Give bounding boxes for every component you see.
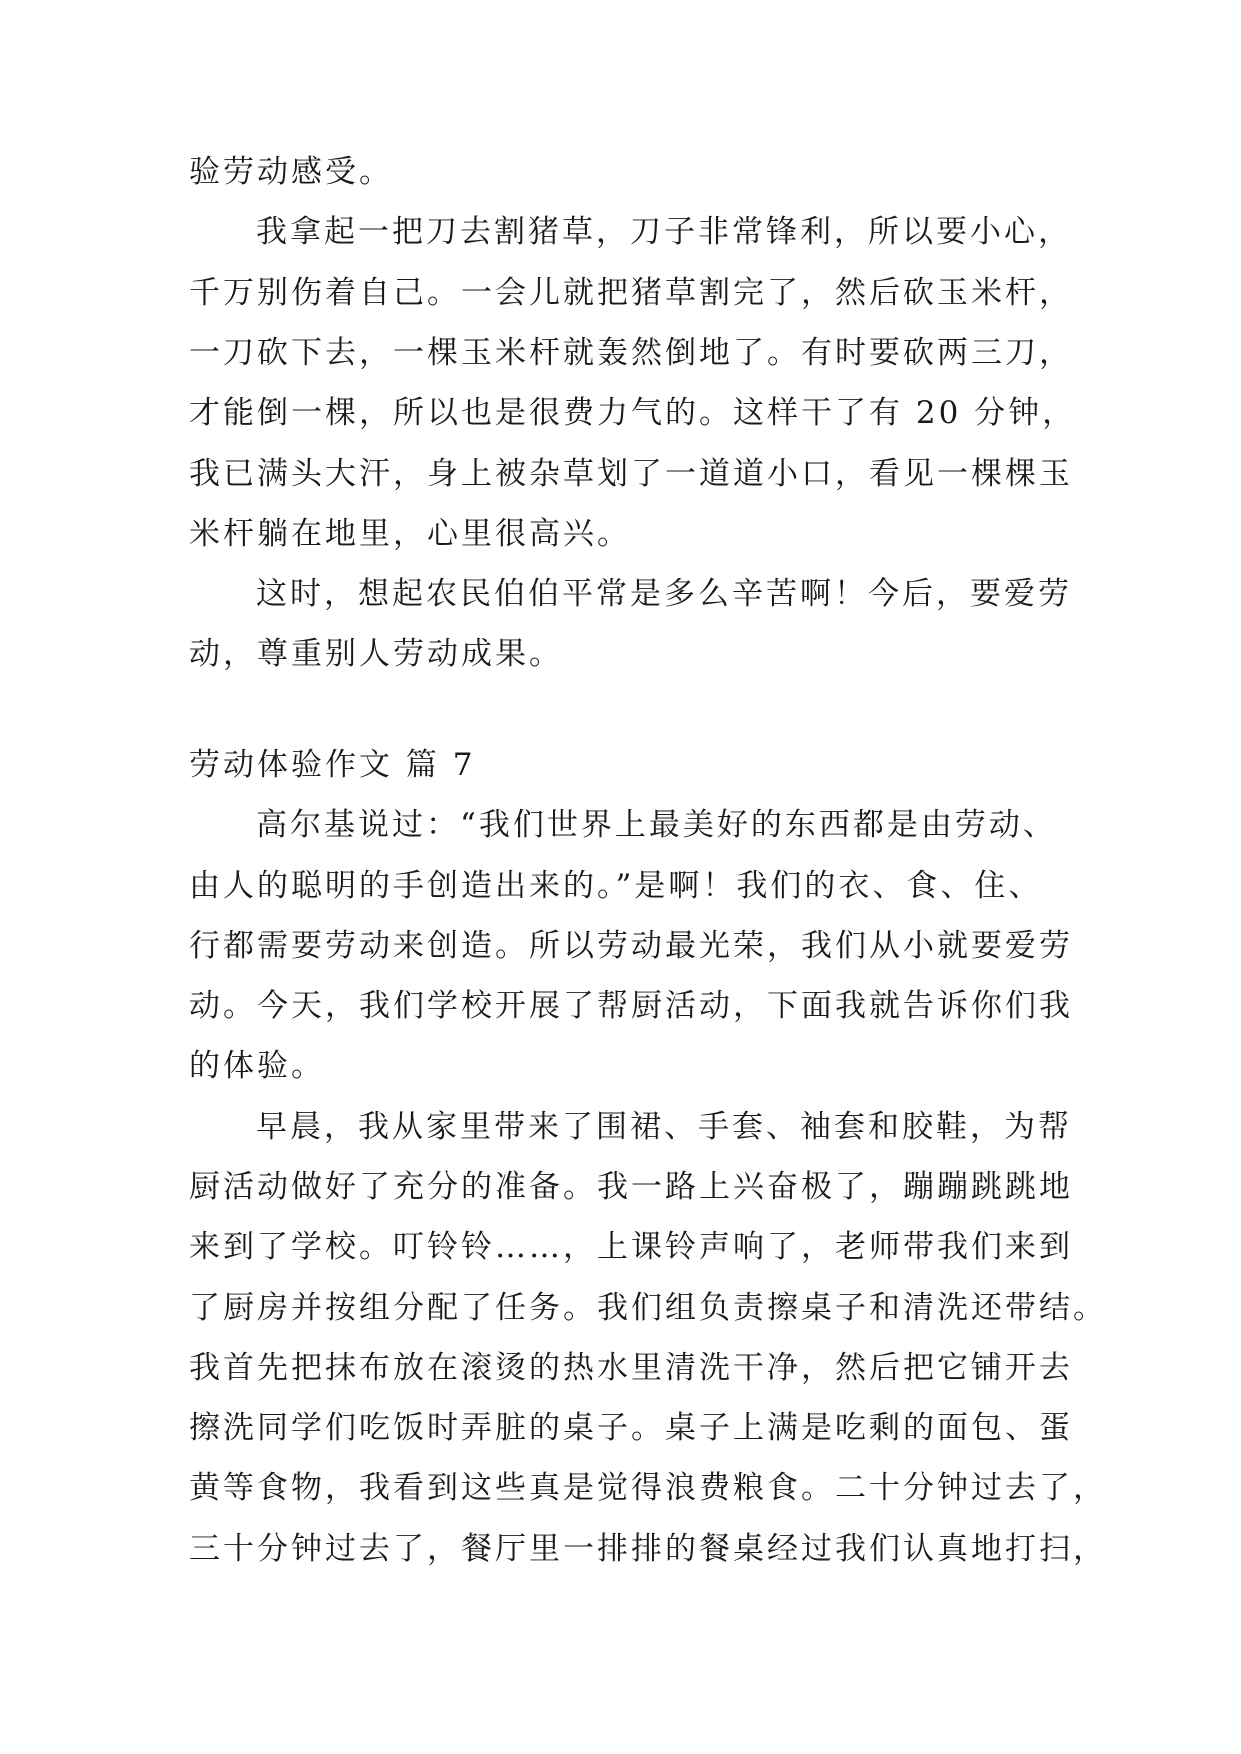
text-line: 擦洗同学们吃饭时弄脏的桌子。桌子上满是吃剩的面包、蛋 [189,1410,1073,1446]
text-line: 黄等食物，我看到这些真是觉得浪费粮食。二十分钟过去了， [189,1470,1107,1506]
text-line: 三十分钟过去了，餐厅里一排排的餐桌经过我们认真地打扫， [189,1531,1107,1567]
text-line: 我已满头大汗，身上被杂草划了一道道小口，看见一棵棵玉 [189,456,1073,492]
text-line: 动，尊重别人劳动成果。 [189,636,563,672]
text-line: 行都需要劳动来创造。所以劳动最光荣，我们从小就要爱劳 [189,928,1073,964]
text-line: 的体验。 [189,1048,325,1084]
text-line: 才能倒一棵，所以也是很费力气的。这样干了有 20 分钟， [189,395,1077,431]
text-line: 米杆躺在地里，心里很高兴。 [189,516,631,552]
text-line: 验劳动感受。 [189,154,393,190]
paragraph-first-line: 早晨，我从家里带来了围裙、手套、袖套和胶鞋，为帮 [256,1109,1072,1145]
text-line: 由人的聪明的手创造出来的。”是啊！我们的衣、食、住、 [189,868,1043,904]
section-heading: 劳动体验作文 篇 7 [189,747,476,783]
text-line: 了厨房并按组分配了任务。我们组负责擦桌子和清洗还带结。 [189,1290,1107,1326]
paragraph-first-line: 高尔基说过：“我们世界上最美好的东西都是由劳动、 [256,807,1057,843]
text-line: 厨活动做好了充分的准备。我一路上兴奋极了，蹦蹦跳跳地 [189,1169,1073,1205]
text-line: 动。今天，我们学校开展了帮厨活动，下面我就告诉你们我 [189,988,1073,1024]
text-line: 来到了学校。叮铃铃……，上课铃声响了，老师带我们来到 [189,1229,1073,1265]
text-line: 我首先把抹布放在滚烫的热水里清洗干净，然后把它铺开去 [189,1350,1073,1386]
text-line: 一刀砍下去，一棵玉米杆就轰然倒地了。有时要砍两三刀， [189,335,1073,371]
paragraph-first-line: 这时，想起农民伯伯平常是多么辛苦啊！今后，要爱劳 [256,576,1072,612]
paragraph-first-line: 我拿起一把刀去割猪草，刀子非常锋利，所以要小心， [256,214,1072,250]
text-line: 千万别伤着自己。一会儿就把猪草割完了，然后砍玉米杆， [189,275,1073,311]
